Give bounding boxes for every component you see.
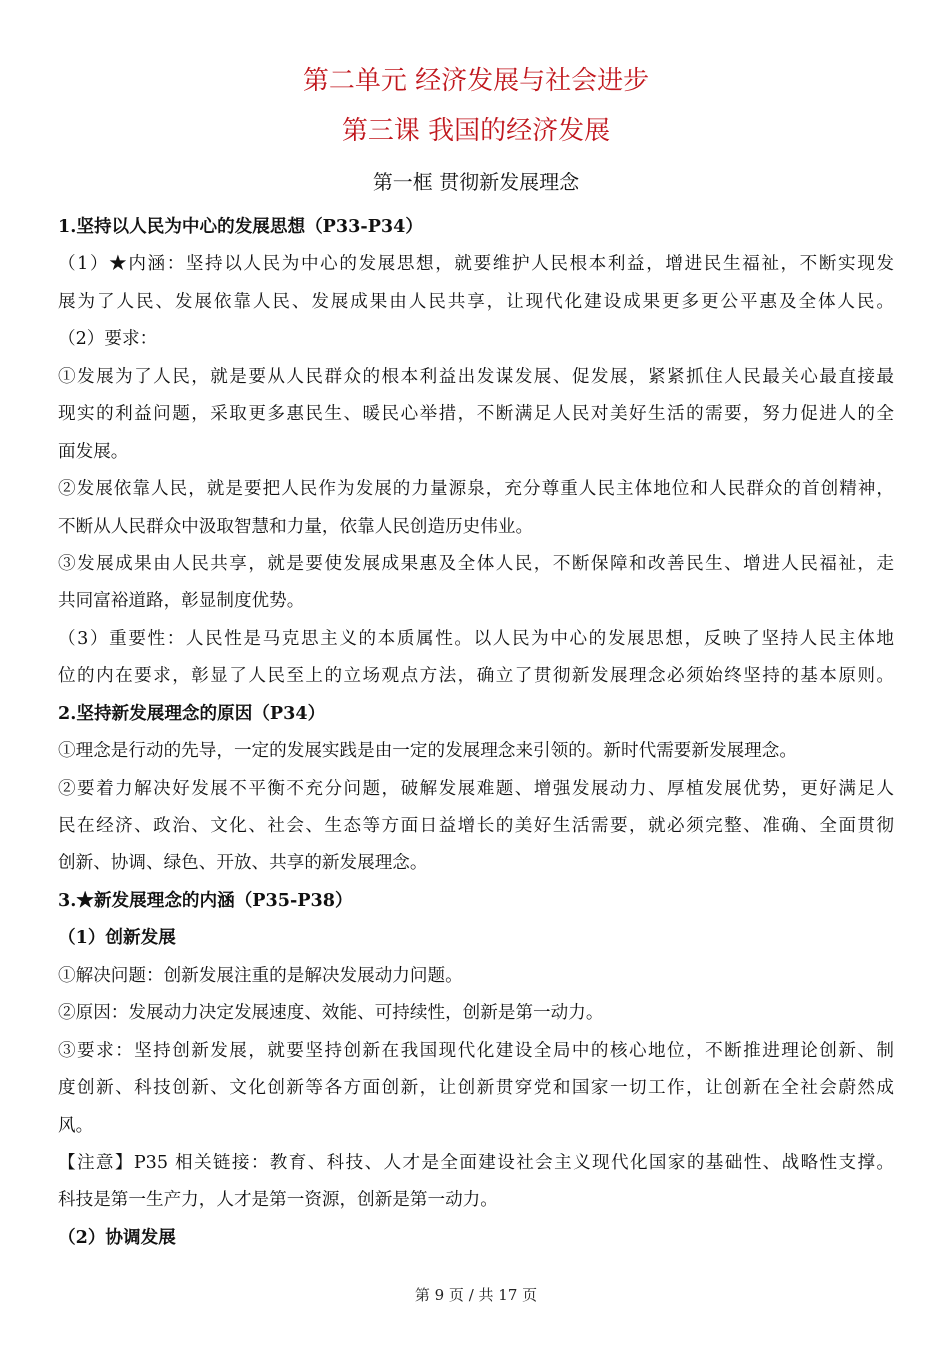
- text-line: ②原因：发展动力决定发展速度、效能、可持续性，创新是第一动力。: [58, 1003, 604, 1024]
- text-line: （3）重要性：人民性是马克思主义的本质属性。以人民为中心的发展思想，反映了坚持人民主体地: [58, 628, 894, 649]
- text-line: ③要求：坚持创新发展，就要坚持创新在我国现代化建设全局中的核心地位，不断推进理论创新、制: [58, 1040, 894, 1061]
- section-heading: （1）创新发展: [58, 927, 176, 949]
- text-line: 科技是第一生产力，人才是第一资源，创新是第一动力。: [58, 1190, 498, 1211]
- text-line: 展为了人民、发展依靠人民、发展成果由人民共享，让现代化建设成果更多更公平惠及全体人民。: [58, 291, 894, 312]
- lesson-title: 第三课 我国的经济发展: [341, 116, 611, 146]
- text-line: 创新、协调、绿色、开放、共享的新发展理念。: [58, 853, 428, 874]
- text-line: ①发展为了人民，就是要从人民群众的根本利益出发谋发展、促发展，紧紧抓住人民最关心最直接最: [58, 366, 894, 387]
- text-line: 【注意】P35 相关链接：教育、科技、人才是全面建设社会主义现代化国家的基础性、战略性支撑。: [58, 1152, 894, 1173]
- section-heading: （2）协调发展: [58, 1226, 176, 1248]
- text-line: （1）★内涵：坚持以人民为中心的发展思想，就要维护人民根本利益，增进民生福祉，不断实现发: [58, 254, 894, 275]
- section-heading: 3.★新发展理念的内涵（P35-P38）: [58, 889, 353, 911]
- text-line: 现实的利益问题，采取更多惠民生、暖民心举措，不断满足人民对美好生活的需要，努力促进人的全: [58, 404, 894, 425]
- text-line: （2）要求：: [58, 329, 158, 350]
- section-heading: 2.坚持新发展理念的原因（P34）: [58, 702, 326, 724]
- text-line: ①解决问题：创新发展注重的是解决发展动力问题。: [58, 965, 463, 986]
- text-line: 不断从人民群众中汲取智慧和力量，依靠人民创造历史伟业。: [58, 516, 534, 537]
- text-line: ②发展依靠人民，就是要把人民作为发展的力量源泉，充分尊重人民主体地位和人民群众的首创精神，: [58, 479, 894, 500]
- text-line: ①理念是行动的先导，一定的发展实践是由一定的发展理念来引领的。新时代需要新发展理念。: [58, 741, 797, 762]
- text-line: 面发展。: [58, 441, 129, 462]
- section-heading: 1.坚持以人民为中心的发展思想（P33-P34）: [58, 216, 424, 237]
- page-number-footer: 第 9 页 / 共 17 页: [414, 1286, 538, 1304]
- text-line: 风。: [58, 1115, 94, 1136]
- frame-title: 第一框 贯彻新发展理念: [372, 170, 580, 194]
- unit-title: 第二单元 经济发展与社会进步: [302, 66, 650, 96]
- text-line: 位的内在要求，彰显了人民至上的立场观点方法，确立了贯彻新发展理念必须始终坚持的基本原则。: [58, 666, 894, 687]
- text-line: 共同富裕道路，彰显制度优势。: [58, 591, 305, 612]
- text-line: ②要着力解决好发展不平衡不充分问题，破解发展难题、增强发展动力、厚植发展优势，更好满足人: [58, 778, 894, 799]
- document-body: [58, 211, 894, 1259]
- text-line: 民在经济、政治、文化、社会、生态等方面日益增长的美好生活需要，就必须完整、准确、全面贯彻: [58, 816, 894, 836]
- text-line: 度创新、科技创新、文化创新等各方面创新，让创新贯穿党和国家一切工作，让创新在全社会蔚然成: [58, 1078, 894, 1099]
- text-line: ③发展成果由人民共享，就是要使发展成果惠及全体人民，不断保障和改善民生、增进人民福祉，走: [58, 553, 894, 574]
